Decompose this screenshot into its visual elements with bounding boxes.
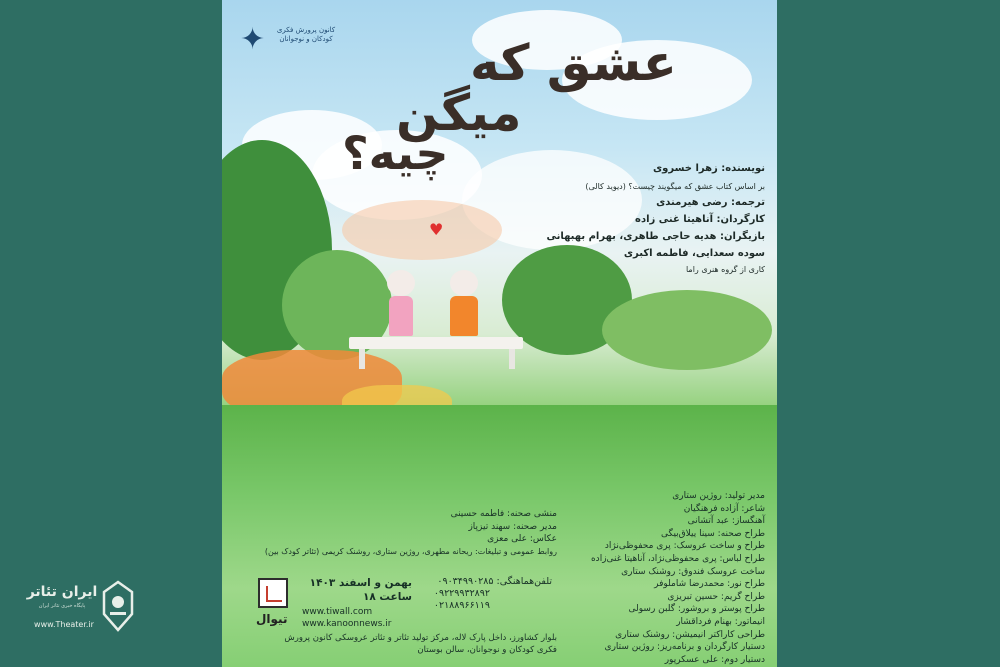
crew-item: طراح گریم: حسین تبریزی <box>667 591 765 602</box>
address-line-1: بلوار کشاورز، داخل پارک لاله، مرکز تولید تئاتر و تئاتر عروسکی کانون پرورش <box>284 633 557 643</box>
contact-label: تلفن‌هماهنگی: <box>496 576 552 587</box>
crew-item: منشی صحنه: فاطمه حسینی <box>450 509 557 519</box>
cloud <box>342 200 502 260</box>
tiwall-mark-icon <box>266 586 282 602</box>
crew-item: طراح صحنه: سینا ییلاق‌بیگی <box>660 528 765 539</box>
tree-right-far <box>602 290 772 370</box>
tiwall-logo <box>258 578 288 608</box>
bench <box>349 337 523 349</box>
crew-item: شاعر: آزاده فرهنگیان <box>683 503 765 514</box>
bench-leg <box>509 349 515 369</box>
credit-writer: نویسنده: زهرا خسروی <box>652 163 765 174</box>
crew-item: ساخت عروسک فندوق: روشنک ستاری <box>621 566 765 577</box>
crew-item: طراحی کاراکتر انیمیشن: روشنک ستاری <box>615 629 765 640</box>
crew-left-list <box>265 508 557 558</box>
credit-translator: ترجمه: رضی هیرمندی <box>656 197 765 208</box>
credit-cast: بازیگران: هدیه حاجی طاهری، بهرام بهبهانی <box>546 231 765 242</box>
address-line-2: فکری کودکان و نوجوانان، سالن بوستان <box>417 645 557 655</box>
crew-item: طراح لباس: پری محفوظی‌نژاد، آناهیتا غنی‌زاده <box>590 553 765 564</box>
show-poster <box>222 0 777 667</box>
crew-item: طراح و ساخت عروسک: پری محفوظی‌نژاد <box>604 541 765 552</box>
crew-item: آهنگساز: عبد آتشانی <box>687 516 765 527</box>
tiwall-name: تیوال <box>256 612 288 626</box>
contact-row <box>434 576 552 588</box>
crew-item: عکاس: علی معزی <box>487 534 557 545</box>
site-url[interactable]: www.Theater.ir <box>34 620 94 629</box>
crew-item: دستیار کارگردان و برنامه‌ریز: روژین ستاری <box>604 642 765 653</box>
credit-group: کاری از گروه هنری راما <box>685 265 765 274</box>
title-line-3: چیه؟ <box>342 126 449 180</box>
crew-item: طراح پوستر و بروشور: گلبن رسولی <box>628 604 765 615</box>
title-line-1: عشق که <box>470 34 677 92</box>
girl-orange <box>446 270 482 340</box>
show-date: بهمن و اسفند ۱۴۰۳ <box>309 577 412 589</box>
site-subtitle: پایگاه خبری تئاتر ایران <box>38 603 86 609</box>
phone-2: ۰۹۲۲۹۹۳۲۸۹۲ <box>433 588 490 599</box>
date-block <box>310 576 412 604</box>
credit-director: کارگردان: آناهیتا غنی زاده <box>635 214 765 225</box>
theater-emblem-icon <box>100 580 136 632</box>
girl-pink <box>385 270 417 340</box>
phone-3: ۰۲۱۸۸۹۶۶۱۱۹ <box>433 600 490 611</box>
website-tiwall[interactable]: www.tiwall.com <box>302 607 373 617</box>
crew-right-list <box>591 490 765 666</box>
iran-theater-logo <box>26 578 136 638</box>
credit-cast-2: سوده سعدایی، فاطمه اکبری <box>623 248 765 259</box>
heart-icon: ♥ <box>429 220 444 239</box>
crew-item: طراح نور: محمدرضا شاملوفر <box>654 579 765 590</box>
crew-item: روابط عمومی و تبلیغات: ریحانه مطهری، روژین ستاری، روشنک کریمی (تئاتر کودک بین) <box>264 546 557 556</box>
kanoon-logo <box>236 20 346 60</box>
bench-leg <box>359 349 365 369</box>
phone-1: ۰۹۰۳۴۹۹۰۲۸۵ <box>437 576 494 587</box>
crew-item: انیماتور: بهنام فرداقشار <box>676 616 765 627</box>
site-name: ایران تئاتر <box>26 584 98 600</box>
crew-item: مدیر صحنه: سهند تیزپاز <box>468 521 557 532</box>
kanoon-bird-icon: ✦ <box>240 22 266 57</box>
crew-item: دستیار دوم: علی عسکرپور <box>664 654 765 665</box>
crew-item: مدیر تولید: روژین ستاری <box>672 491 765 501</box>
websites <box>302 606 391 630</box>
show-time: ساعت ۱۸ <box>362 591 412 603</box>
contact-block <box>434 576 552 612</box>
kanoon-logo-text: کانون پرورش فکری کودکان و نوجوانان <box>276 26 336 43</box>
credit-source: بر اساس کتاب عشق که میگویند چیست؟ (دیوید کالی) <box>585 182 765 191</box>
website-kanoon[interactable]: www.kanoonnews.ir <box>302 619 392 629</box>
address <box>284 632 557 656</box>
title-line-2: میگن <box>396 84 522 142</box>
